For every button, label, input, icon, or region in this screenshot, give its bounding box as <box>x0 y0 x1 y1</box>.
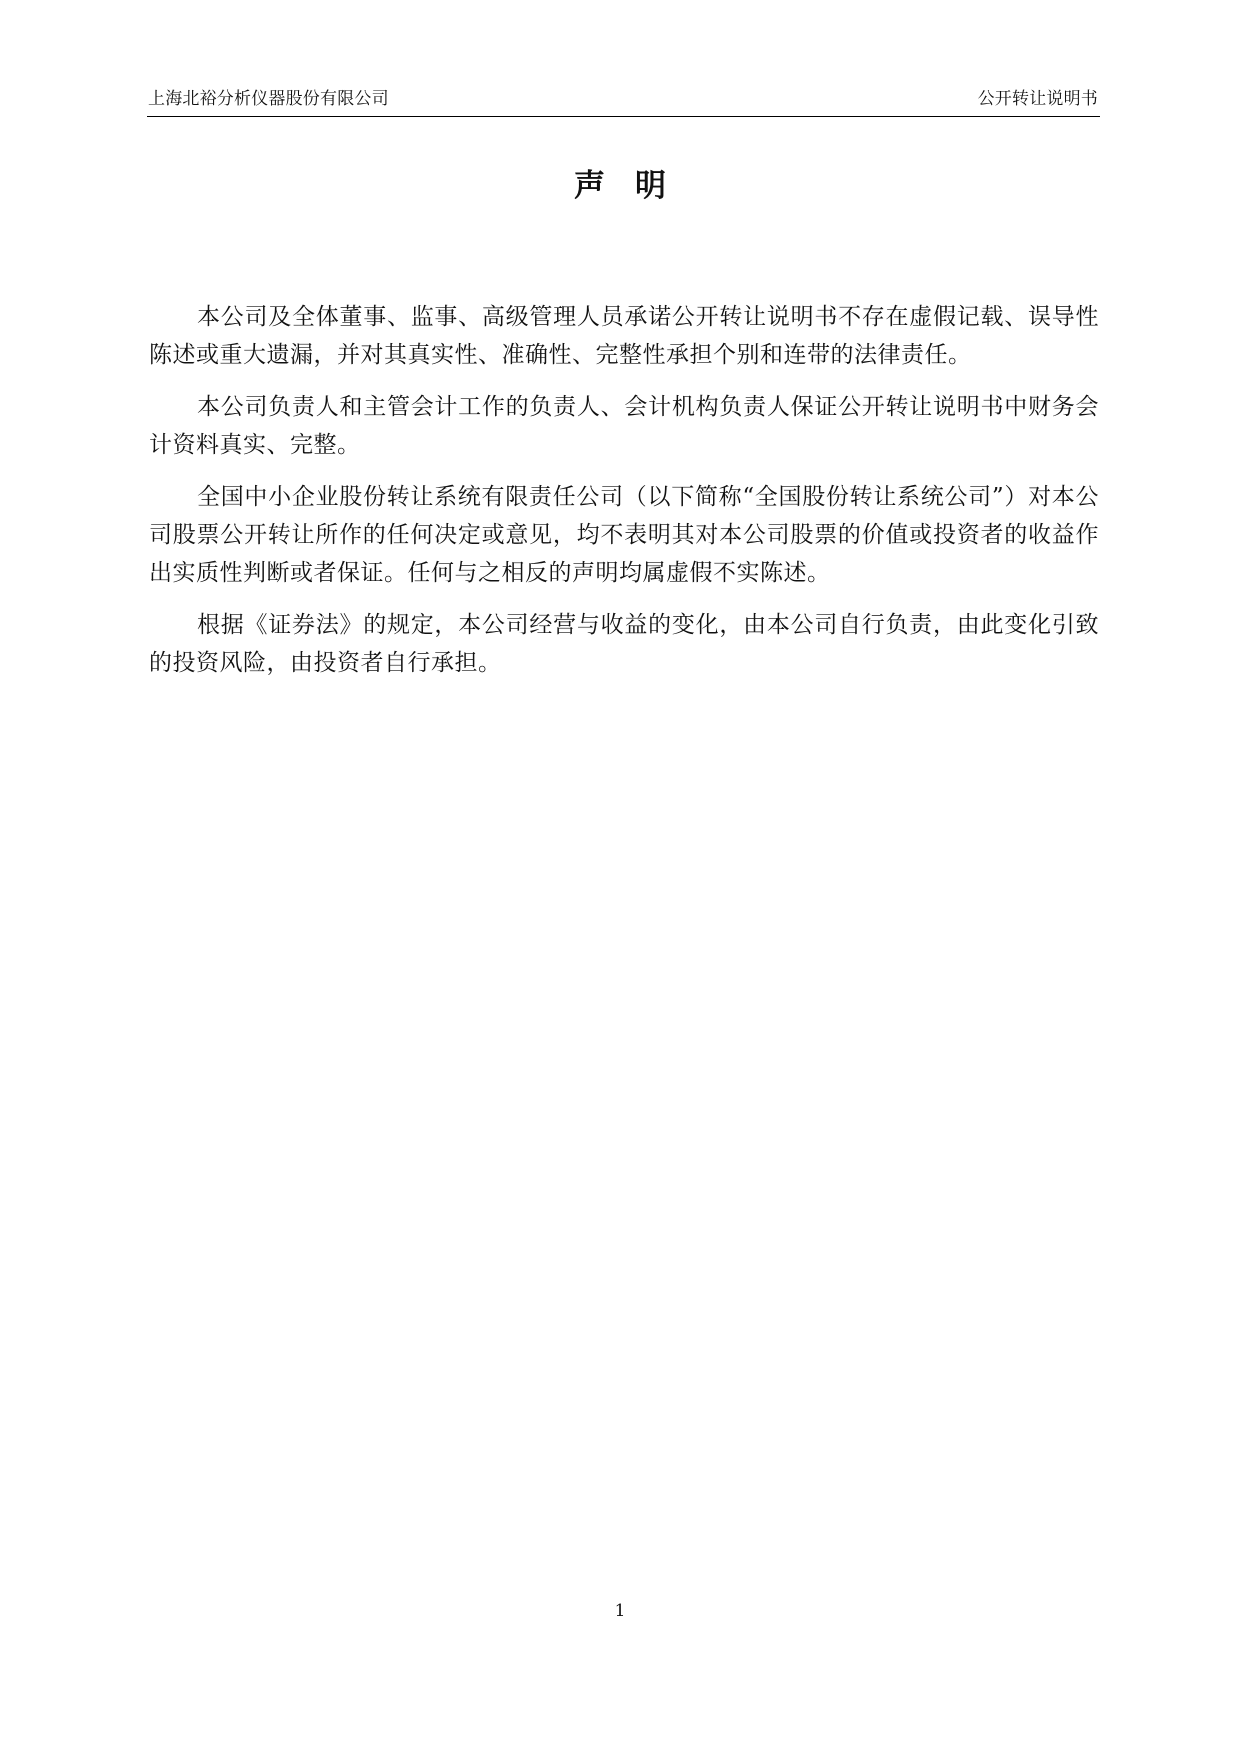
declaration-paragraph-4: 根据《证券法》的规定，本公司经营与收益的变化，由本公司自行负责，由此变化引致的投资风险，由投资者自行承担。 <box>149 612 1099 676</box>
page-number: 1 <box>614 1601 626 1621</box>
page-title: 声明 <box>574 168 696 204</box>
declaration-paragraph-1: 本公司及全体董事、监事、高级管理人员承诺公开转让说明书不存在虚假记载、误导性陈述或重大遗漏，并对其真实性、准确性、完整性承担个别和连带的法律责任。 <box>149 304 1099 368</box>
declaration-body <box>149 298 1099 696</box>
page-header <box>147 86 1100 117</box>
declaration-paragraph-2: 本公司负责人和主管会计工作的负责人、会计机构负责人保证公开转让说明书中财务会计资料真实、完整。 <box>149 394 1099 458</box>
header-document-type: 公开转让说明书 <box>977 89 1098 109</box>
header-company-name: 上海北裕分析仪器股份有限公司 <box>148 89 389 109</box>
declaration-paragraph-3: 全国中小企业股份转让系统有限责任公司（以下简称“全国股份转让系统公司”）对本公司股票公开转让所作的任何决定或意见，均不表明其对本公司股票的价值或投资者的收益作出实质性判断或者保证。任何与之相反的声明均属虚假不实陈述。 <box>149 484 1099 586</box>
